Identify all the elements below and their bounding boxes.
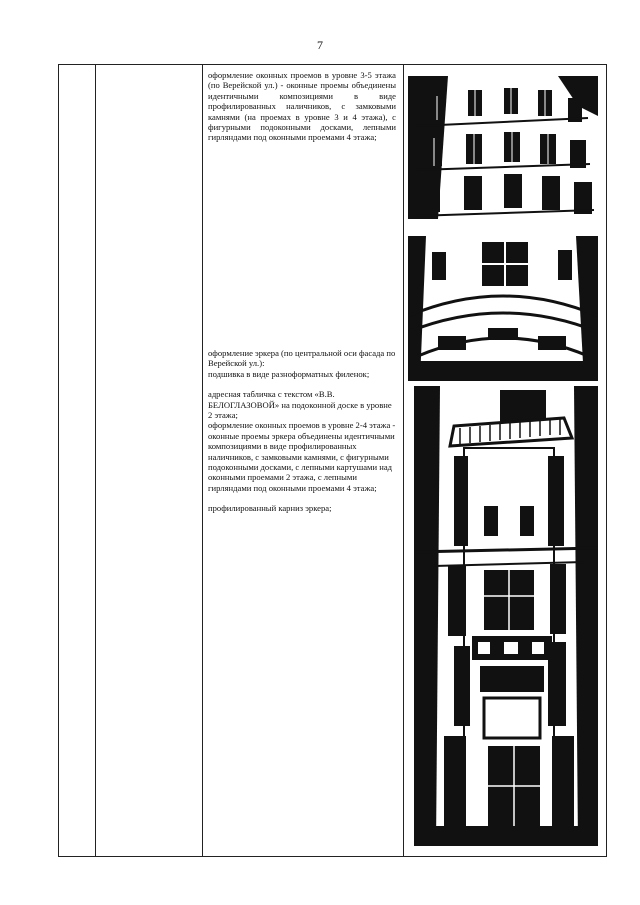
windows-3-5-description: оформление оконных проемов в уровне 3-5 этажа (по Верейской ул.) - оконные проемы объединены идентичными композициями в виде профилированных наличников, с замковыми камнями (на проемах в уровне 3 и 4 этажа), с фигурными подоконными досками, лепными гирляндами под оконными проемами 4 этажа; bbox=[208, 70, 396, 143]
photo-erker-full bbox=[414, 386, 598, 846]
column-divider-1 bbox=[95, 65, 96, 856]
erker-lining: подшивка в виде разноформатных филенок; bbox=[208, 368, 370, 379]
erker-cornice: профилированный карниз эркера; bbox=[208, 503, 332, 514]
column-divider-3 bbox=[403, 65, 404, 856]
spacer bbox=[208, 493, 396, 503]
page-number: 7 bbox=[317, 38, 323, 52]
column-divider-2 bbox=[202, 65, 203, 856]
erker-title: оформление эркера (по центральной оси фасада по Верейской ул.): bbox=[208, 348, 396, 369]
text-erker bbox=[208, 348, 396, 514]
spacer bbox=[208, 379, 396, 389]
photo-erker-underside bbox=[408, 236, 598, 381]
photo-facade-windows bbox=[408, 76, 598, 219]
windows-2-4-description: оформление оконных проемов в уровне 2-4 этажа - оконные проемы эркера объединены идентичными композициями в виде профилированных наличников, с замковыми камнями, с фигурными подоконными досками, с лепными картушами над оконными проемами 2 этажа, с лепными гирляндами под оконными проемами 4 этажа; bbox=[208, 420, 396, 493]
text-windows-3-5 bbox=[208, 70, 396, 143]
address-plate: адресная табличка с текстом «В.В. БЕЛОГЛАЗОВОЙ» на подоконной доске в уровне 2 этажа; bbox=[208, 389, 392, 421]
